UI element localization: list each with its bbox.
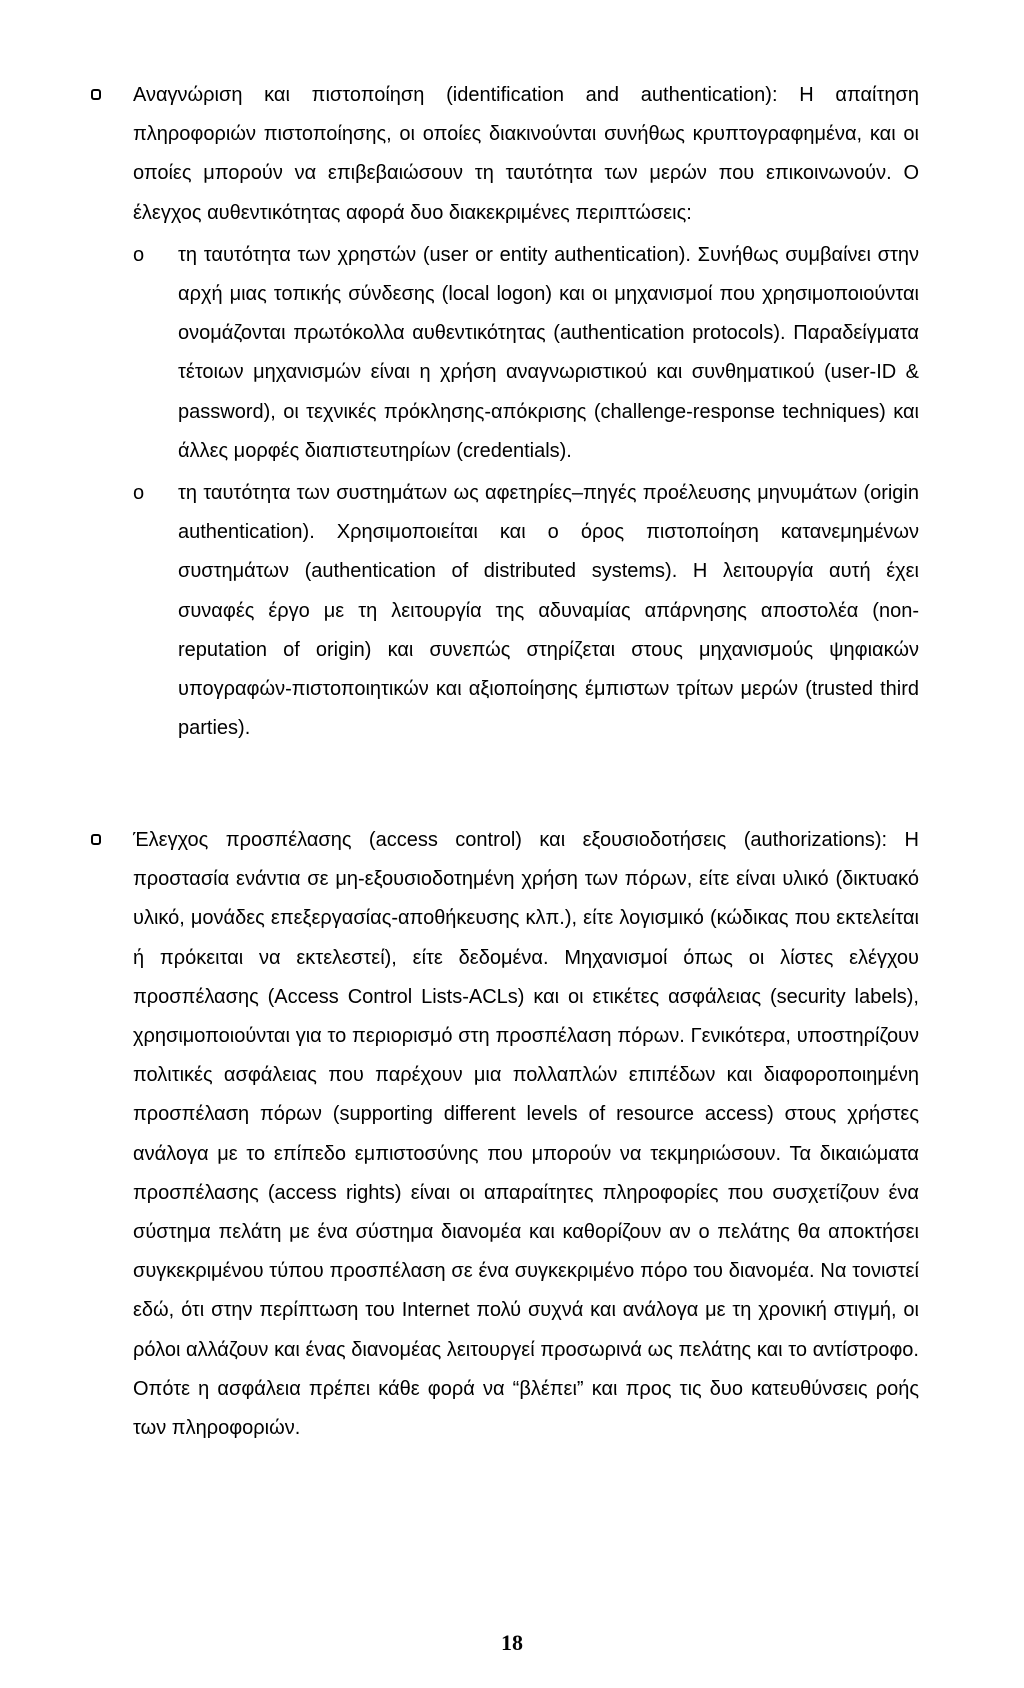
section-intro-paragraph: Αναγνώριση και πιστοποίηση (identification and authentication): Η απαίτηση πληροφοριών πιστοποίησης, οι οποίες διακινούνται συνήθως κρυπτογραφημένα, και οι οποίες μπορούν να επιβεβαιώσουν τη ταυτότητα των μερών που επικοινωνούν. Ο έλεγχος αυθεντικότητας αφορά δυο διακεκριμένες περιπτώσεις: — [133, 84, 919, 224]
subitem-paragraph: τη ταυτότητα των συστημάτων ως αφετηρίες–πηγές προέλευσης μηνυμάτων (origin authentication). Χρησιμοποιείται και ο όρος πιστοποίηση κατανεμημένων συστημάτων (authentication of distributed systems). Η λειτουργία αυτή έχει συναφές έργο με τη λειτουργία της αδυναμίας απάρνησης αποστολέα (non-reputation of origin) και συνεπώς στηρίζεται στους μηχανισμούς ψηφιακών υπογραφών-πιστοποιητικών και αξιοποίησης έμπιστων τρίτων μερών (trusted third parties). — [178, 482, 919, 740]
subitem-origin-authentication — [133, 474, 919, 748]
subitem-user-authentication — [133, 236, 919, 471]
circle-bullet-icon: o — [133, 243, 145, 266]
subitem-paragraph: τη ταυτότητα των χρηστών (user or entity authentication). Συνήθως συμβαίνει στην αρχή μιας τοπικής σύνδεσης (local logon) και οι μηχανισμοί που χρησιμοποιούνται ονομάζονται πρωτόκολλα αυθεντικότητας (authentication protocols). Παραδείγματα τέτοιων μηχανισμών είναι η χρήση αναγνωριστικού και συνθηματικού (user-ID & password), οι τεχνικές πρόκλησης-απόκρισης (challenge-response techniques) και άλλες μορφές διαπιστευτηρίων (credentials). — [178, 243, 919, 462]
section-paragraph: Έλεγχος προσπέλασης (access control) και εξουσιοδοτήσεις (authorizations): Η προστασία ενάντια σε μη-εξουσιοδοτημένη χρήση των πόρων, είτε είναι υλικό (δικτυακό υλικό, μονάδες επεξεργασίας-αποθήκευσης κλπ.), είτε λογισμικό (κώδικας που εκτελείται ή πρόκειται να εκτελεστεί), είτε δεδομένα. Μηχανισμοί όπως οι λίστες ελέγχου προσπέλασης (Access Control Lists-ACLs) και οι ετικέτες ασφάλειας (security labels), χρησιμοποιούνται για το περιορισμό στη προσπέλαση πόρων. Γενικότερα, υποστηρίζουν πολιτικές ασφάλειας που παρέχουν μια πολλαπλών επιπέδων και διαφοροποιημένη προσπέλαση πόρων (supporting different levels of resource access) στους χρήστες ανάλογα με το επίπεδο εμπιστοσύνης που μπορούν να τεκμηριώσουν. Τα δικαιώματα προσπέλασης (access rights) είναι οι απαραίτητες πληροφορίες που συσχετίζουν ένα σύστημα πελάτη με ένα σύστημα διανομέα και καθορίζουν αν ο πελάτης θα αποκτήσει συγκεκριμένου τύπου προσπέλαση σε ένα συγκεκριμένο πόρο του διανομέα. Να τονιστεί εδώ, ότι στην περίπτωση του Internet πολύ συχνά και ανάλογα με τη χρονική στιγμή, οι ρόλοι αλλάζουν και ένας διανομέας λειτουργεί προσωρινά ως πελάτης και το αντίστροφο. Οπότε η ασφάλεια πρέπει κάθε φορά να “βλέπει” και προς τις δυο κατευθύνσεις ροής των πληροφοριών. — [133, 829, 919, 1440]
circle-bullet-icon: o — [133, 482, 145, 505]
page-number: 18 — [501, 1630, 523, 1655]
section-identification-authentication — [133, 76, 919, 748]
hollow-square-bullet-icon — [91, 834, 101, 845]
hollow-square-bullet-icon — [91, 89, 101, 100]
section-access-control — [133, 821, 919, 1448]
